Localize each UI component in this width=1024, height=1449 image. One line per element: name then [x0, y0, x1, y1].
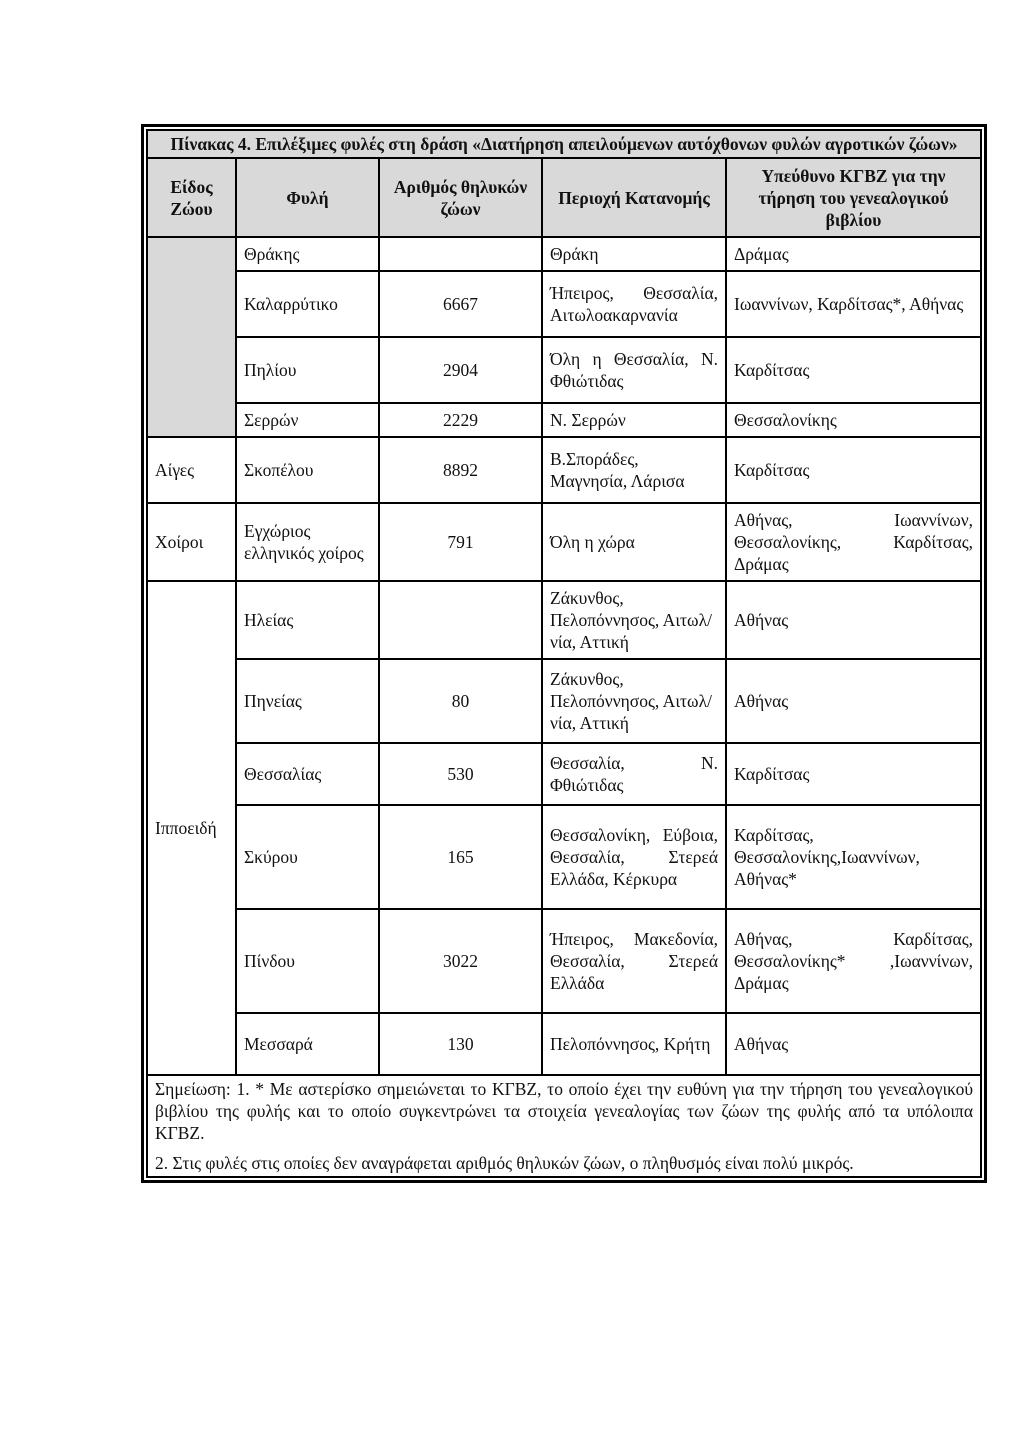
kgbz-cell: Αθήνας, Καρδίτσας, Θεσσαλονίκης* ,Ιωαννίνων, Δράμας: [726, 909, 981, 1013]
breeds-table: [146, 129, 982, 1178]
count-cell: 791: [379, 503, 542, 581]
species-cell-equines: Ιπποειδή: [147, 581, 236, 1075]
count-cell: 130: [379, 1013, 542, 1075]
table-row: [147, 237, 981, 271]
breed-cell: Ηλείας: [236, 581, 379, 659]
region-cell: Όλη η Θεσσαλία, Ν. Φθιώτιδας: [542, 337, 726, 403]
count-cell: 2229: [379, 403, 542, 437]
region-cell: Ν. Σερρών: [542, 403, 726, 437]
breed-cell: Μεσσαρά: [236, 1013, 379, 1075]
region-cell: Ήπειρος, Θεσσαλία, Αιτωλοακαρνανία: [542, 271, 726, 337]
count-cell: 80: [379, 659, 542, 743]
table-row: [147, 581, 981, 659]
count-cell: [379, 581, 542, 659]
region-cell: Β.Σποράδες, Μαγνησία, Λάρισα: [542, 437, 726, 503]
table-row: [147, 437, 981, 503]
table-row: [147, 743, 981, 805]
table-row: [147, 337, 981, 403]
kgbz-cell: Θεσσαλονίκης: [726, 403, 981, 437]
count-cell: 530: [379, 743, 542, 805]
document-table-frame: [141, 124, 987, 1183]
region-cell: Θεσσαλία, Ν. Φθιώτιδας: [542, 743, 726, 805]
header-row: [147, 158, 981, 237]
count-cell: [379, 237, 542, 271]
table-row: [147, 805, 981, 909]
count-cell: 3022: [379, 909, 542, 1013]
breed-cell: Καλαρρύτικο: [236, 271, 379, 337]
count-cell: 6667: [379, 271, 542, 337]
breed-cell: Πηνείας: [236, 659, 379, 743]
table-title: Πίνακας 4. Επιλέξιμες φυλές στη δράση «Διατήρηση απειλούμενων αυτόχθονων φυλών αγροτικών ζώων»: [147, 130, 981, 158]
species-cell-sheep-gray: [147, 237, 236, 437]
notes-row: [147, 1075, 981, 1177]
table-row: [147, 503, 981, 581]
kgbz-cell: Καρδίτσας: [726, 743, 981, 805]
table-row: [147, 659, 981, 743]
note-1: Σημείωση: 1. * Με αστερίσκο σημειώνεται το ΚΓΒΖ, το οποίο έχει την ευθύνη για την τήρηση του γενεαλογικού βιβλίου της φυλής και το οποίο συγκεντρώνει τα στοιχεία γενεαλογίας των ζώων της φυλής από τα υπόλοιπα ΚΓΒΖ.: [155, 1079, 974, 1143]
kgbz-cell: Ιωαννίνων, Καρδίτσας*, Αθήνας: [726, 271, 981, 337]
region-cell: Όλη η χώρα: [542, 503, 726, 581]
breed-cell: Εγχώριος ελληνικός χοίρος: [236, 503, 379, 581]
region-cell: Ζάκυνθος, Πελοπόννησος, Αιτωλ/νία, Αττική: [542, 659, 726, 743]
region-cell: Θεσσαλονίκη, Εύβοια, Θεσσαλία, Στερεά Ελλάδα, Κέρκυρα: [542, 805, 726, 909]
breed-cell: Πίνδου: [236, 909, 379, 1013]
breed-cell: Σκύρου: [236, 805, 379, 909]
count-cell: 8892: [379, 437, 542, 503]
kgbz-cell: Καρδίτσας, Θεσσαλονίκης,Ιωαννίνων, Αθήνας*: [726, 805, 981, 909]
breed-cell: Θεσσαλίας: [236, 743, 379, 805]
kgbz-cell: Καρδίτσας: [726, 337, 981, 403]
note-2: 2. Στις φυλές στις οποίες δεν αναγράφεται αριθμός θηλυκών ζώων, ο πληθυσμός είναι πολύ μικρός.: [155, 1153, 854, 1173]
header-species: Είδος Ζώου: [147, 158, 236, 237]
header-kgbz: Υπεύθυνο ΚΓΒΖ για την τήρηση του γενεαλογικού βιβλίου: [726, 158, 981, 237]
breed-cell: Σκοπέλου: [236, 437, 379, 503]
region-cell: Πελοπόννησος, Κρήτη: [542, 1013, 726, 1075]
header-breed: Φυλή: [236, 158, 379, 237]
notes-cell: [147, 1075, 981, 1177]
table-row: [147, 403, 981, 437]
header-region: Περιοχή Κατανομής: [542, 158, 726, 237]
region-cell: Ζάκυνθος, Πελοπόννησος, Αιτωλ/νία, Αττική: [542, 581, 726, 659]
region-cell: Ήπειρος, Μακεδονία, Θεσσαλία, Στερεά Ελλάδα: [542, 909, 726, 1013]
kgbz-cell: Αθήνας, Ιωαννίνων, Θεσσαλονίκης, Καρδίτσας, Δράμας: [726, 503, 981, 581]
region-cell: Θράκη: [542, 237, 726, 271]
kgbz-cell: Αθήνας: [726, 1013, 981, 1075]
kgbz-cell: Δράμας: [726, 237, 981, 271]
breed-cell: Σερρών: [236, 403, 379, 437]
breed-cell: Πηλίου: [236, 337, 379, 403]
species-cell-pigs: Χοίροι: [147, 503, 236, 581]
kgbz-cell: Καρδίτσας: [726, 437, 981, 503]
table-row: [147, 1013, 981, 1075]
count-cell: 2904: [379, 337, 542, 403]
breed-cell: Θράκης: [236, 237, 379, 271]
count-cell: 165: [379, 805, 542, 909]
table-row: [147, 909, 981, 1013]
header-female-count: Αριθμός θηλυκών ζώων: [379, 158, 542, 237]
table-row: [147, 271, 981, 337]
species-cell-goats: Αίγες: [147, 437, 236, 503]
kgbz-cell: Αθήνας: [726, 581, 981, 659]
kgbz-cell: Αθήνας: [726, 659, 981, 743]
title-row: [147, 130, 981, 158]
